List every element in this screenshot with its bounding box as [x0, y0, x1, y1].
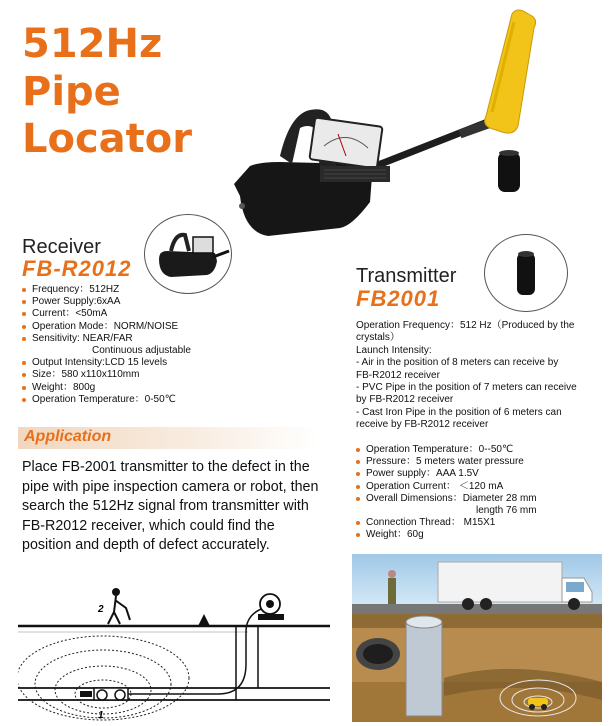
title-line-1: 512Hz: [22, 21, 163, 67]
receiver-spec-item: Output Intensity:LCD 15 levels: [22, 357, 262, 369]
op-frequency-line-1: Operation Frequency：512 Hz（Produced by the: [356, 320, 575, 331]
transmitter-spec-item: Power supply：AAA 1.5V: [356, 468, 596, 480]
application-title: Application: [24, 428, 112, 445]
transmitter-spec-item: Pressure：5 meters water pressure: [356, 456, 596, 468]
transmitter-thumbnail: [484, 234, 568, 312]
receiver-spec-item: Current：<50mA: [22, 308, 262, 320]
air-line-2: FB-R2012 receiver: [356, 369, 440, 381]
transmitter-spec-item: Overall Dimensions：Diameter 28 mm: [356, 493, 596, 505]
receiver-spec-item: Frequency：512HZ: [22, 284, 262, 296]
title-line-3: Locator: [22, 116, 192, 162]
iron-line-1: - Cast Iron Pipe in the position of 6 meters can: [356, 406, 562, 418]
receiver-spec-item: Weight：800g: [22, 382, 262, 394]
iron-line-2: receive by FB-R2012 receiver: [356, 419, 489, 431]
pipe-detection-diagram: [18, 584, 330, 722]
receiver-spec-item: Operation Temperature：0-50℃: [22, 394, 262, 406]
transmitter-spec-item: Connection Thread： M15X1: [356, 517, 596, 529]
transmitter-spec-item: Weight：60g: [356, 529, 596, 541]
launch-intensity-label: Launch Intensity:: [356, 344, 432, 356]
transmitter-spec-item: Operation Current： ＜120 mA: [356, 481, 596, 493]
transmitter-spec-continuation: length 76 mm: [476, 505, 537, 517]
transmitter-model: FB2001: [356, 286, 441, 311]
receiver-label: Receiver: [22, 236, 101, 258]
receiver-thumbnail: [144, 214, 232, 294]
application-body: Place FB-2001 transmitter to the defect in the pipe with pipe inspection camera or robot, then search the 512Hz signal from transmitter with FB-R2012 receiver, which could find the position and depth of defect accurately.: [22, 459, 319, 553]
transmitter-spec-item: Operation Temperature：0--50℃: [356, 444, 596, 456]
receiver-spec-item: Size：580 x110x110mm: [22, 369, 262, 381]
op-frequency-line-2: crystals）: [356, 332, 400, 344]
air-line-1: - Air in the position of 8 meters can receive by: [356, 357, 559, 369]
receiver-model: FB-R2012: [22, 256, 132, 281]
pvc-line-2: by FB-R2012 receiver: [356, 394, 454, 406]
pvc-line-1: - PVC Pipe in the position of 7 meters can receive: [356, 382, 577, 394]
transmitter-spec-list: [356, 444, 596, 542]
transmitter-label: Transmitter: [356, 265, 457, 287]
receiver-spec-item: Power Supply:6xAA: [22, 296, 262, 308]
title-line-2: Pipe: [22, 69, 121, 115]
transmitter-description: [356, 320, 596, 432]
receiver-spec-item: Sensitivity: NEAR/FAR: [22, 333, 262, 345]
receiver-spec-continuation: Continuous adjustable: [92, 345, 191, 357]
receiver-spec-item: Operation Mode：NORM/NOISE: [22, 321, 262, 333]
diagram-label-1: 1: [98, 710, 104, 721]
diagram-label-2: 2: [98, 604, 104, 615]
field-illustration: [352, 554, 602, 722]
pipe-locator-photo: [220, 6, 540, 238]
receiver-spec-list: [22, 284, 262, 406]
